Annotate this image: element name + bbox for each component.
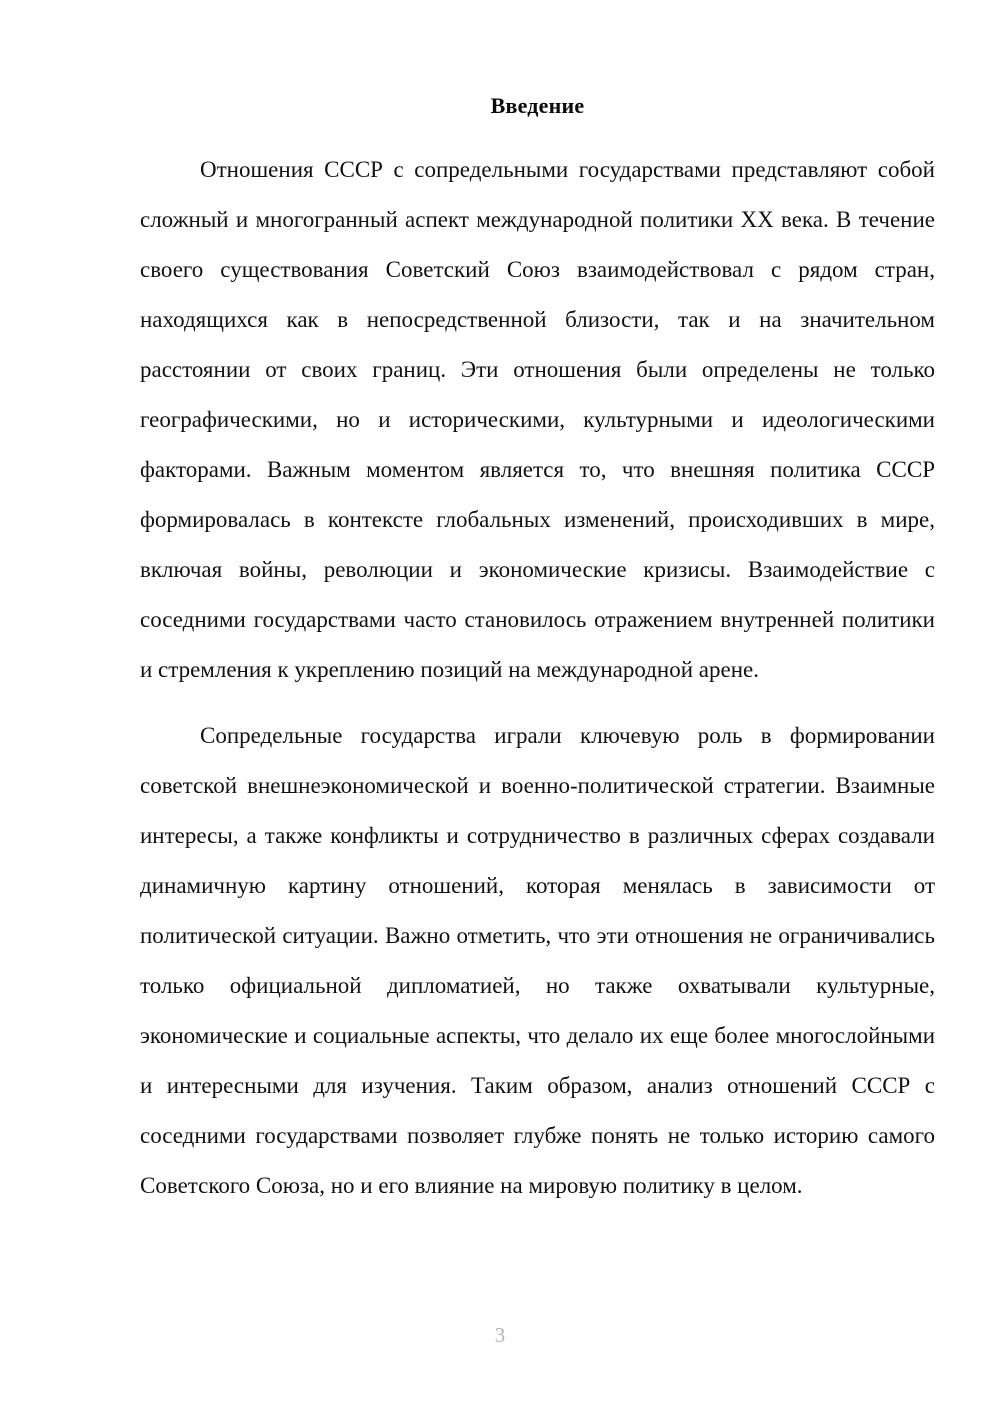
paragraph: Сопредельные государства играли ключевую роль в формировании советской внешнеэкономической и военно-политической стратегии. Взаимные интересы, а также конфликты и сотрудничество в различных сферах создавали динамичную картину отношений, которая менялась в зависимости от политической ситуации. Важно отметить, что эти отношения не ограничивались только официальной дипломатией, но также охватывали культурные, экономические и социальные аспекты, что делало их еще более многослойными и интересными для изучения. Таким образом, анализ отношений СССР с соседними государствами позволяет глубже понять не только историю самого Советского Союза, но и его влияние на мировую политику в целом.	[140, 722, 935, 1198]
page-number: 3	[494, 1323, 506, 1347]
body-text	[140, 121, 935, 1211]
page-title: Введение	[490, 93, 585, 118]
page-content	[140, 0, 935, 1211]
paragraph: Отношения СССР с сопредельными государствами представляют собой сложный и многогранный аспект международной политики XX века. В течение своего существования Советский Союз взаимодействовал с рядом стран, находящихся как в непосредственной близости, так и на значительном расстоянии от своих границ. Эти отношения были определены не только географическими, но и историческими, культурными и идеологическими факторами. Важным моментом является то, что внешняя политика СССР формировалась в контексте глобальных изменений, происходивших в мире, включая войны, революции и экономические кризисы. Взаимодействие с соседними государствами часто становилось отражением внутренней политики и стремления к укреплению позиций на международной арене.	[140, 156, 935, 682]
